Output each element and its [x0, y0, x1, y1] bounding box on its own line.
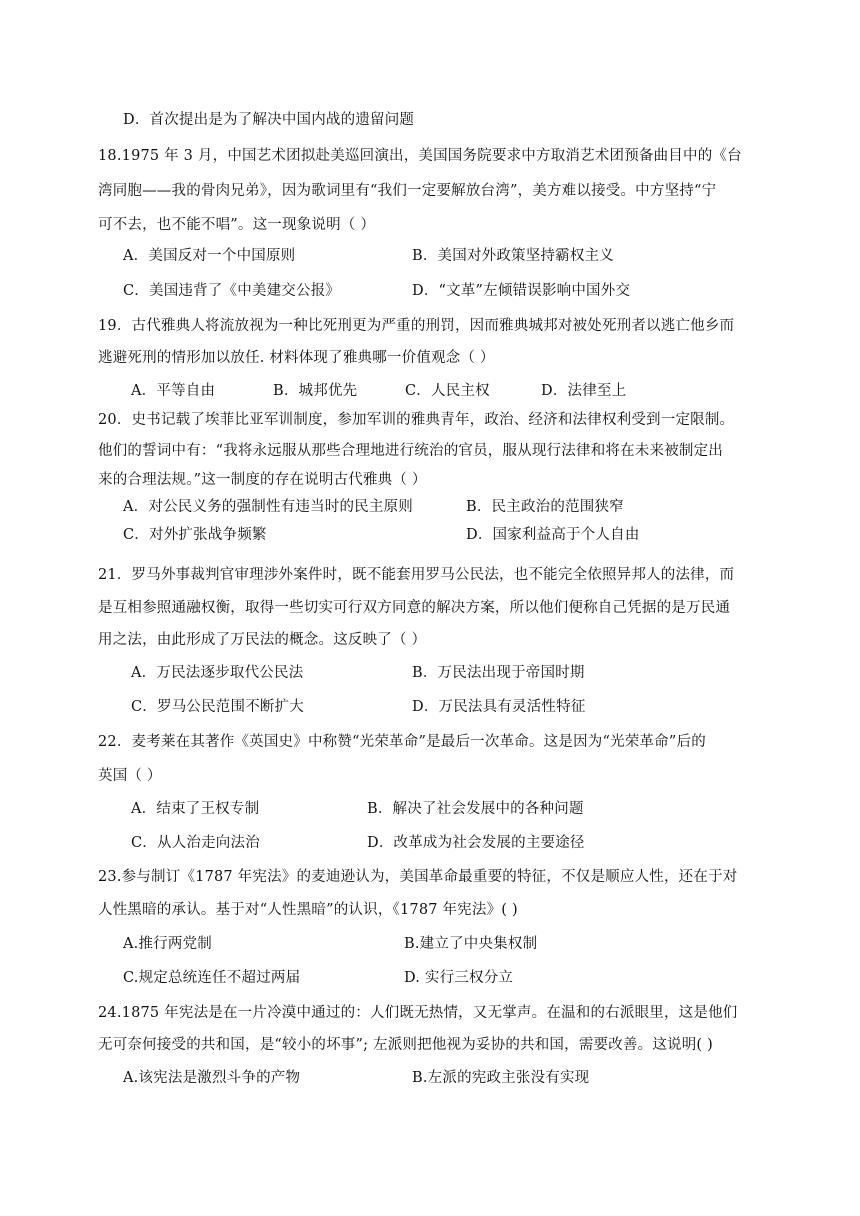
question-text-line: 21．罗马外事裁判官审理涉外案件时，既不能套用罗马公民法，也不能完全依照异邦人的法律，而 [98, 567, 735, 583]
question-text-line: 20．史书记载了埃菲比亚军训制度，参加军训的雅典青年，政治、经济和法律权利受到一定限制。 [98, 412, 735, 428]
q23-option-b: B.建立了中央集权制 [404, 936, 538, 952]
q22-option-b: B．解决了社会发展中的各种问题 [367, 801, 584, 817]
q19-option-c: C．人民主权 [405, 383, 490, 399]
question-text-line: 湾同胞——我的骨肉兄弟》，因为歌词里有“我们一定要解放台湾”，美方难以接受。中方坚持“宁 [98, 183, 717, 199]
q23-option-a: A.推行两党制 [123, 936, 212, 952]
question-text-line: 可不去，也不能不唱”。这一现象说明（ ） [98, 217, 376, 233]
question-text-line: 18.1975 年 3 月，中国艺术团拟赴美巡回演出，美国国务院要求中方取消艺术团预备曲目中的《台 [98, 148, 742, 164]
q20-option-b: B．民主政治的范围狭窄 [466, 499, 624, 515]
q22-option-a: A．结束了王权专制 [131, 801, 260, 817]
question-text-line: 24.1875 年宪法是在一片冷漠中通过的：人们既无热情，又无掌声。在温和的右派眼里，这是他们 [98, 1005, 738, 1021]
question-text-line: 23.参与制订《1787 年宪法》的麦迪逊认为，美国革命最重要的特征，不仅是顺应人性，还在于对 [98, 869, 738, 885]
question-text-line: 他们的誓词中有：“我将永远服从那些合理地进行统治的官员，服从现行法律和将在未来被制定出 [98, 443, 724, 459]
question-text-line: 是互相参照通融权衡，取得一些切实可行双方同意的解决方案，所以他们便称自己凭据的是万民通 [98, 600, 731, 616]
q18-option-d: D．“文革”左倾错误影响中国外交 [412, 283, 631, 299]
q18-option-a: A．美国反对一个中国原则 [123, 248, 296, 264]
q18-option-c: C．美国违背了《中美建交公报》 [123, 283, 341, 299]
q21-option-a: A．万民法逐步取代公民法 [131, 665, 304, 681]
q22-option-c: C．从人治走向法治 [131, 835, 260, 851]
question-text-line: 人性黑暗的承认。基于对“人性黑暗”的认识，《1787 年宪法》( ) [98, 902, 518, 918]
question-text-line: 22．麦考莱在其著作《英国史》中称赞“光荣革命”是最后一次革命。这是因为“光荣革命”后的 [98, 734, 706, 750]
question-text-line: 来的合理法规。”这一制度的存在说明古代雅典（ ） [98, 472, 427, 488]
question-text-line: 英国（ ） [98, 768, 162, 784]
q24-option-b: B.左派的宪政主张没有实现 [412, 1070, 590, 1086]
q21-option-b: B．万民法出现于帝国时期 [412, 665, 585, 681]
question-text-line: 无可奈何接受的共和国，是“较小的坏事”; 左派则把他视为妥协的共和国，需要改善。这说明( ) [98, 1037, 713, 1053]
q20-option-a: A．对公民义务的强制性有违当时的民主原则 [123, 499, 413, 515]
q22-option-d: D．改革成为社会发展的主要途径 [367, 835, 585, 851]
q20-option-d: D．国家利益高于个人自由 [466, 527, 640, 543]
q21-option-d: D．万民法具有灵活性特征 [412, 699, 586, 715]
question-text-line: 用之法，由此形成了万民法的概念。这反映了（ ） [98, 632, 427, 648]
q20-option-c: C．对外扩张战争频繁 [123, 527, 267, 543]
q19-option-d: D．法律至上 [541, 383, 627, 399]
q21-option-c: C．罗马公民范围不断扩大 [131, 699, 304, 715]
q18-option-b: B．美国对外政策坚持霸权主义 [412, 248, 614, 264]
q23-option-c: C.规定总统连任不超过两届 [123, 970, 301, 986]
question-text-line: 19．古代雅典人将流放视为一种比死刑更为严重的刑罚，因而雅典城邦对被处死刑者以逃亡他乡而 [98, 318, 735, 334]
q19-option-a: A．平等自由 [131, 383, 216, 399]
q24-option-a: A.该宪法是激烈斗争的产物 [123, 1070, 301, 1086]
q19-option-b: B．城邦优先 [273, 383, 358, 399]
q17-option-d: D．首次提出是为了解决中国内战的遗留问题 [123, 112, 415, 128]
q23-option-d: D. 实行三权分立 [404, 970, 514, 986]
question-text-line: 逃避死刑的情形加以放任. 材料体现了雅典哪一价值观念（ ） [98, 350, 495, 366]
